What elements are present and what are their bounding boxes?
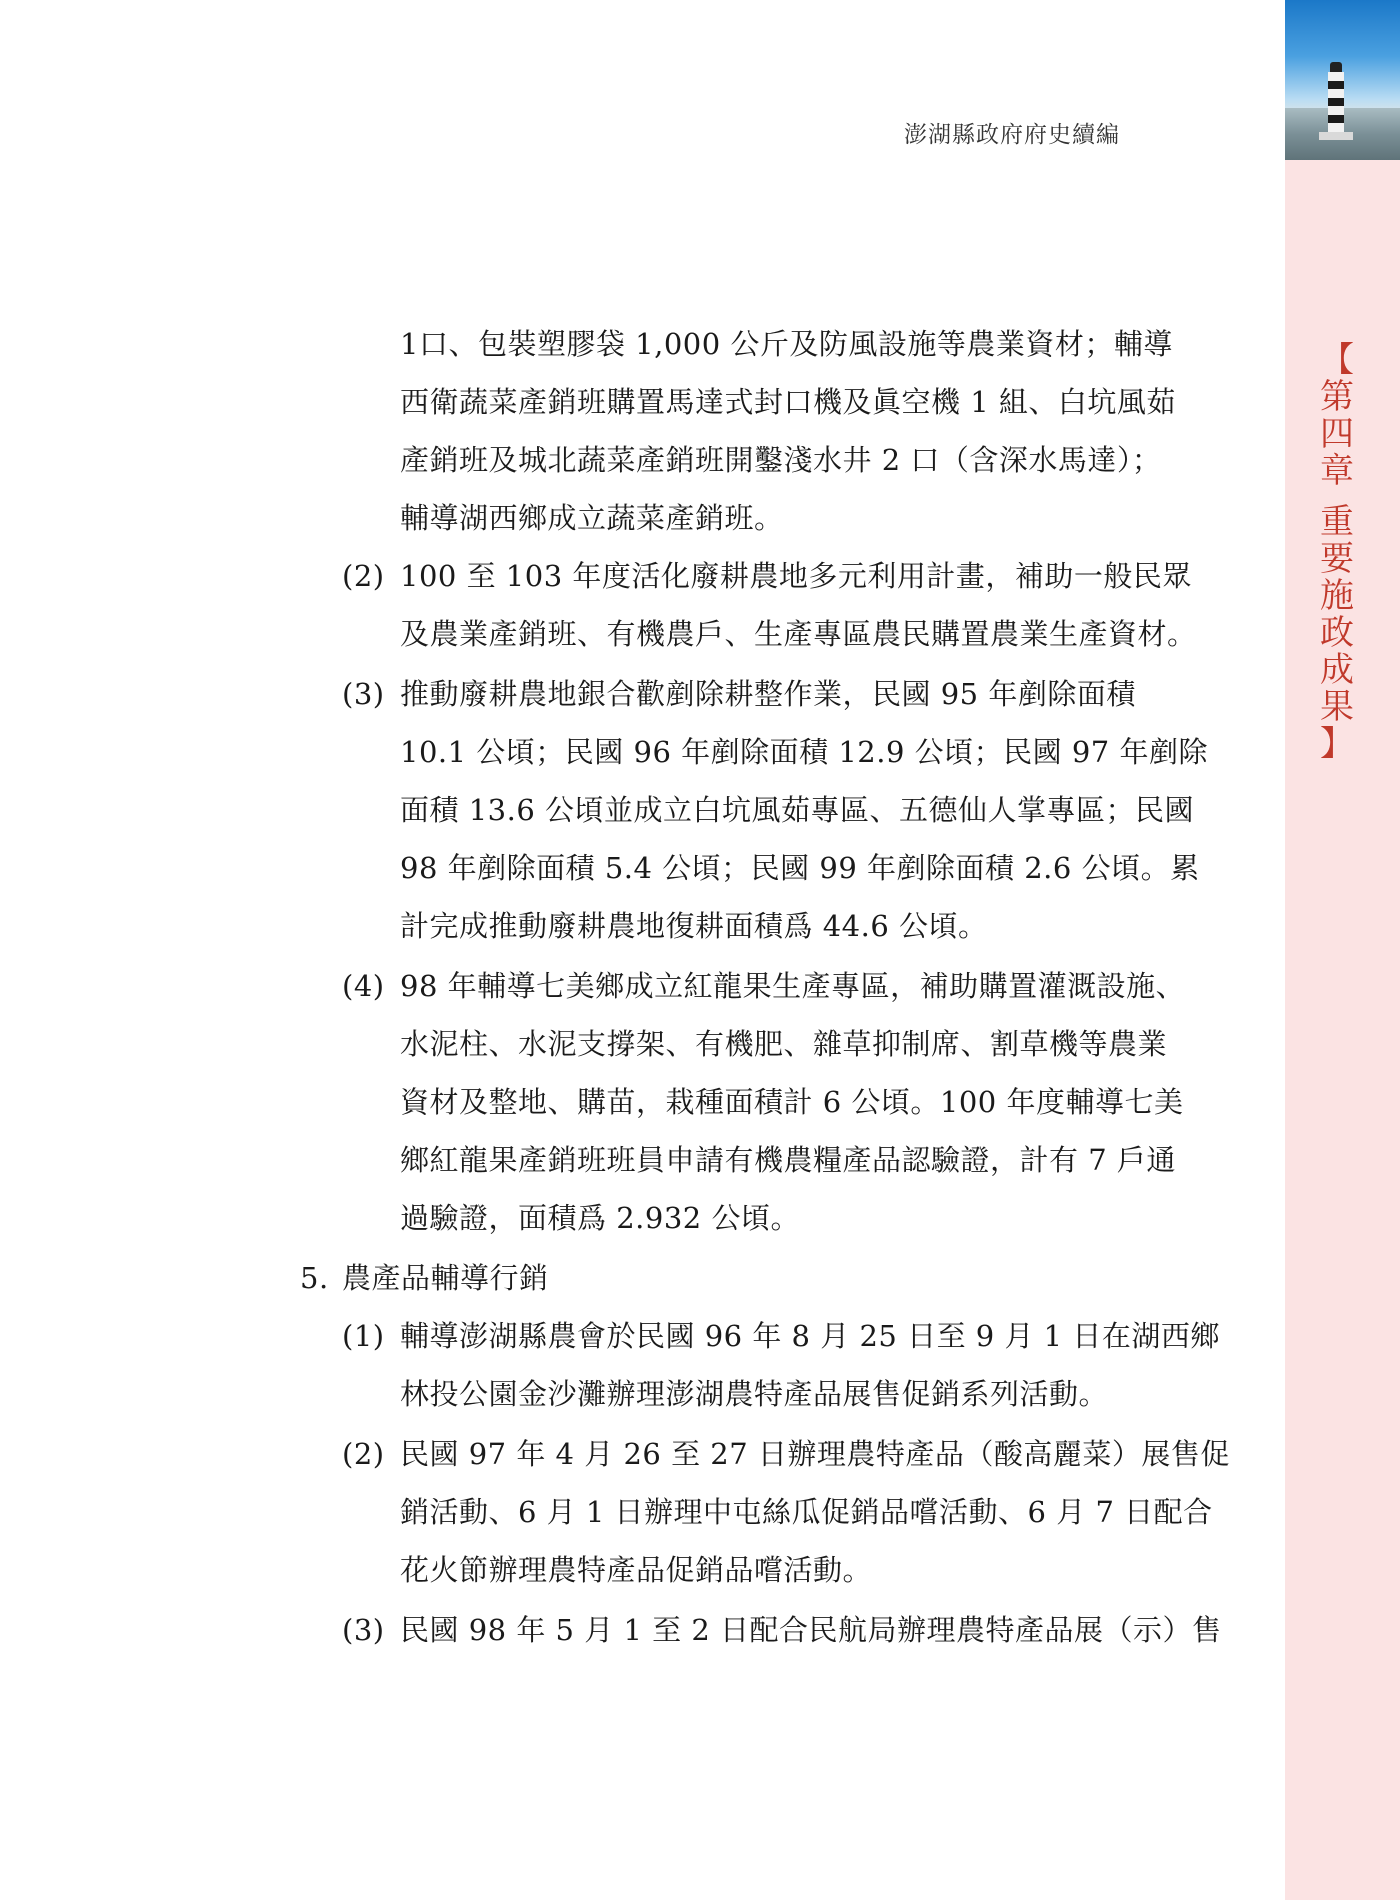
- line-text: 過驗證，面積爲 2.932 公頃。: [400, 1201, 800, 1235]
- line-text: 98 年輔導七美鄉成立紅龍果生產專區，補助購置灌溉設施、: [400, 969, 1186, 1003]
- line-text: 推動廢耕農地銀合歡剷除耕整作業，民國 95 年剷除面積: [400, 677, 1136, 711]
- list-marker: (1): [342, 1319, 385, 1353]
- line-text: 輔導澎湖縣農會於民國 96 年 8 月 25 日至 9 月 1 日在湖西鄉: [400, 1319, 1220, 1353]
- line-text: 計完成推動廢耕農地復耕面積爲 44.6 公頃。: [400, 909, 988, 943]
- lighthouse-photo: [1285, 0, 1400, 160]
- chapter-label-char: 【: [1320, 340, 1354, 380]
- list-marker: (4): [342, 969, 385, 1003]
- chapter-label-char: 果: [1320, 687, 1354, 727]
- chapter-label-char: 施: [1320, 576, 1354, 616]
- line-text: 及農業產銷班、有機農戶、生產專區農民購置農業生產資材。: [400, 617, 1197, 651]
- line-text: 1口、包裝塑膠袋 1,000 公斤及防風設施等農業資材；輔導: [400, 327, 1173, 361]
- line-text: 面積 13.6 公頃並成立白坑風茹專區、五德仙人掌專區；民國: [400, 793, 1195, 827]
- line-text: 民國 97 年 4 月 26 至 27 日辦理農特產品（酸高麗菜）展售促: [400, 1437, 1230, 1471]
- line-text: 林投公園金沙灘辦理澎湖農特產品展售促銷系列活動。: [400, 1377, 1109, 1411]
- chapter-side-tab: [1285, 0, 1400, 1900]
- chapter-label-char: 要: [1320, 539, 1354, 579]
- line-text: 農產品輔導行銷: [342, 1261, 549, 1295]
- lighthouse-icon: [1325, 62, 1347, 140]
- list-marker: (3): [342, 1613, 385, 1647]
- list-marker: 5.: [300, 1261, 329, 1295]
- chapter-label-char: 四: [1320, 414, 1354, 454]
- chapter-label: [1307, 342, 1367, 763]
- line-text: 100 至 103 年度活化廢耕農地多元利用計畫，補助一般民眾: [400, 559, 1192, 593]
- line-text: 98 年剷除面積 5.4 公頃；民國 99 年剷除面積 2.6 公頃。累: [400, 851, 1200, 885]
- chapter-label-char: 政: [1320, 613, 1354, 653]
- line-text: 產銷班及城北蔬菜產銷班開鑿淺水井 2 口（含深水馬達）；: [400, 443, 1162, 477]
- line-text: 10.1 公頃；民國 96 年剷除面積 12.9 公頃；民國 97 年剷除: [400, 735, 1208, 769]
- line-text: 輔導湖西鄉成立蔬菜產銷班。: [400, 501, 784, 535]
- line-text: 資材及整地、購苗，栽種面積計 6 公頃。100 年度輔導七美: [400, 1085, 1184, 1119]
- running-header: 澎湖縣政府府史續編: [904, 122, 1120, 148]
- list-marker: (2): [342, 1437, 385, 1471]
- chapter-label-char: 成: [1320, 650, 1354, 690]
- line-text: 鄉紅龍果產銷班班員申請有機農糧產品認驗證，計有 7 戶通: [400, 1143, 1176, 1177]
- line-text: 民國 98 年 5 月 1 至 2 日配合民航局辦理農特產品展（示）售: [400, 1613, 1222, 1647]
- line-text: 水泥柱、水泥支撐架、有機肥、雜草抑制席、割草機等農業: [400, 1027, 1168, 1061]
- chapter-label-char: 章: [1320, 451, 1354, 491]
- chapter-label-char: 重: [1320, 502, 1354, 542]
- list-marker: (2): [342, 559, 385, 593]
- line-text: 西衛蔬菜產銷班購置馬達式封口機及眞空機 1 組、白坑風茹: [400, 385, 1176, 419]
- line-text: 花火節辦理農特產品促銷品嚐活動。: [400, 1553, 873, 1587]
- line-text: 銷活動、6 月 1 日辦理中屯絲瓜促銷品嚐活動、6 月 7 日配合: [400, 1495, 1213, 1529]
- chapter-label-char: 】: [1320, 724, 1354, 764]
- chapter-label-char: 第: [1320, 377, 1354, 417]
- list-marker: (3): [342, 677, 385, 711]
